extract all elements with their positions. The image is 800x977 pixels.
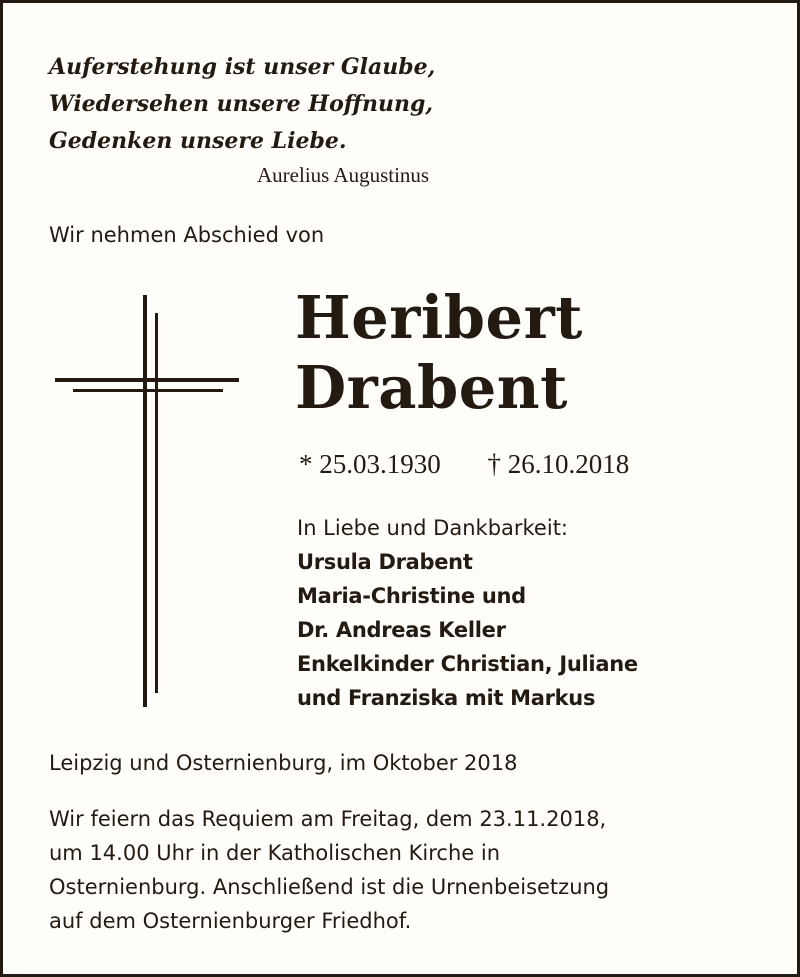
quote-line: Gedenken unsere Liebe. — [49, 128, 347, 154]
family-block — [297, 511, 638, 715]
last-name: Drabent — [295, 353, 568, 422]
requiem-line: um 14.00 Uhr in der Katholischen Kirche in — [49, 841, 501, 865]
deceased-name — [295, 283, 583, 423]
family-heading: In Liebe und Dankbarkeit: — [297, 516, 569, 540]
family-member: und Franziska mit Markus — [297, 686, 596, 710]
requiem-info — [49, 802, 609, 938]
quote-line: Wiedersehen unsere Hoffnung, — [49, 91, 433, 117]
requiem-line: auf dem Osternienburger Friedhof. — [49, 909, 412, 933]
family-member: Enkelkinder Christian, Juliane — [297, 652, 638, 676]
quote-author: Aurelius Augustinus — [257, 163, 430, 187]
requiem-line: Wir feiern das Requiem am Freitag, dem 23.11.2018, — [49, 807, 607, 831]
family-member: Maria-Christine und — [297, 584, 526, 608]
family-member: Ursula Drabent — [297, 550, 473, 574]
family-member: Dr. Andreas Keller — [297, 618, 506, 642]
first-name: Heribert — [295, 283, 583, 352]
death-date: † 26.10.2018 — [487, 449, 630, 479]
cross-icon — [55, 295, 239, 707]
place-date: Leipzig und Osternienburg, im Oktober 2018 — [49, 751, 518, 775]
quote-line: Auferstehung ist unser Glaube, — [49, 54, 436, 80]
requiem-line: Osternienburg. Anschließend ist die Urnenbeisetzung — [49, 875, 610, 899]
intro-text: Wir nehmen Abschied von — [49, 223, 325, 247]
birth-date: * 25.03.1930 — [299, 449, 441, 479]
quote — [49, 49, 435, 160]
life-dates — [299, 448, 629, 480]
